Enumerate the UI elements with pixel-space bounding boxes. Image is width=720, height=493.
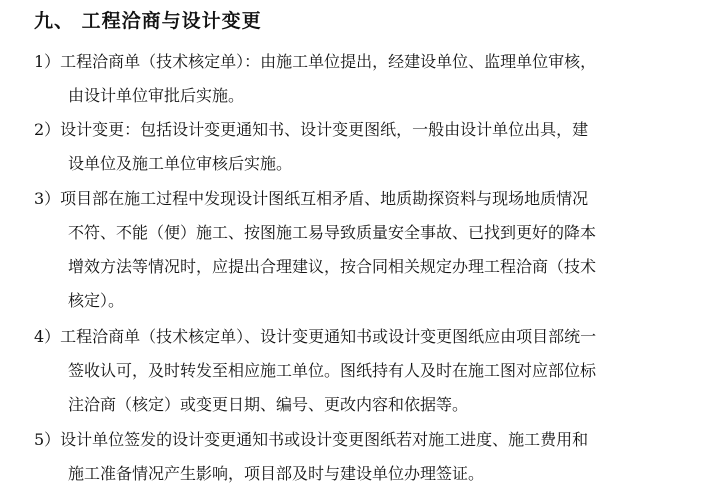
list-item-line: 5）设计单位签发的设计变更通知书或设计变更图纸若对施工进度、施工费用和 [34, 430, 589, 449]
list-item-5 [34, 423, 684, 491]
list-item-line: 2）设计变更：包括设计变更通知书、设计变更图纸，一般由设计单位出具，建 [34, 120, 589, 139]
list-item-line: 签收认可，及时转发至相应施工单位。图纸持有人及时在施工图对应部位标 [68, 361, 597, 380]
list-item-line: 不符、不能（便）施工、按图施工易导致质量安全事故、已找到更好的降本 [68, 223, 597, 242]
list-item-line: 由设计单位审批后实施。 [68, 86, 245, 105]
list-item-line: 3）项目部在施工过程中发现设计图纸互相矛盾、地质勘探资料与现场地质情况 [34, 189, 589, 208]
section-heading: 九、 工程洽商与设计变更 [34, 10, 262, 32]
list-item-line: 增效方法等情况时，应提出合理建议，按合同相关规定办理工程洽商（技术 [68, 257, 597, 276]
list-item-1 [34, 45, 684, 113]
list-item-line: 注洽商（核定）或变更日期、编号、更改内容和依据等。 [68, 395, 469, 414]
list-item-line: 4）工程洽商单（技术核定单）、设计变更通知书或设计变更图纸应由项目部统一 [34, 327, 597, 346]
list-item-line: 施工准备情况产生影响，项目部及时与建设单位办理签证。 [68, 464, 485, 483]
list-item-4 [34, 320, 684, 422]
list-item-line: 核定）。 [68, 291, 125, 310]
list-item-2 [34, 113, 684, 181]
list-item-3 [34, 182, 684, 318]
list-item-line: 设单位及施工单位审核后实施。 [68, 154, 293, 173]
list-item-line: 1）工程洽商单（技术核定单）：由施工单位提出，经建设单位、监理单位审核， [34, 52, 597, 71]
